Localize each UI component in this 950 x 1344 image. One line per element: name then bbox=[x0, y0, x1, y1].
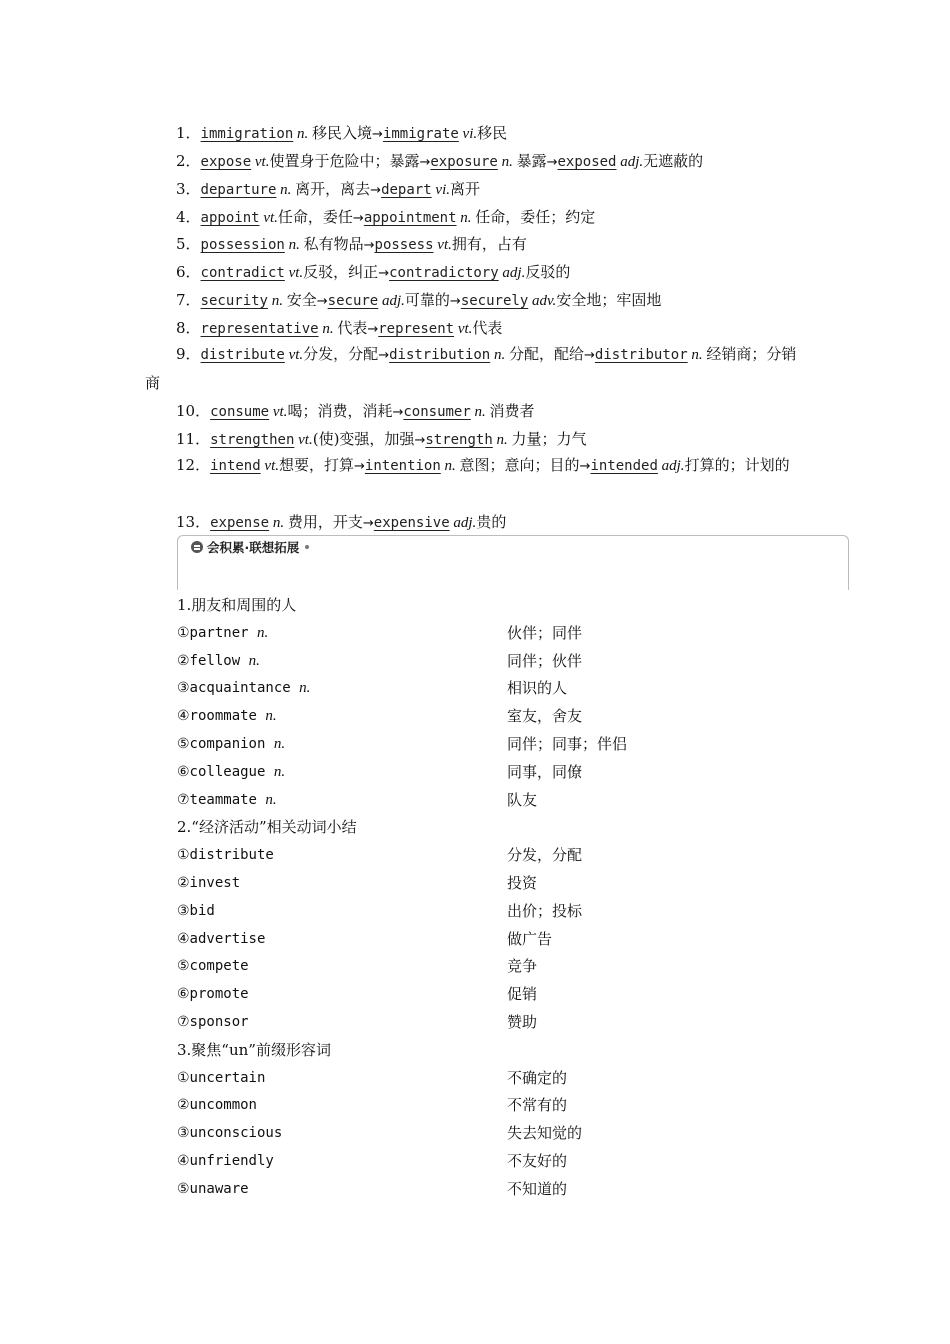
definition: 贵的 bbox=[476, 513, 507, 531]
part-of-speech: n. bbox=[456, 210, 476, 226]
section-heading: 1.朋友和周围的人 bbox=[177, 596, 297, 614]
vocab-entry bbox=[145, 429, 841, 451]
vocab-entry bbox=[145, 341, 810, 398]
definition: 分配，配给 bbox=[509, 345, 585, 363]
part-of-speech: vi. bbox=[458, 126, 478, 142]
arrow-icon: → bbox=[419, 155, 431, 170]
part-of-speech: vt. bbox=[454, 321, 473, 337]
entry-number: 5． bbox=[176, 235, 201, 253]
definition: 离开 bbox=[449, 180, 480, 198]
entry-number: 3． bbox=[176, 180, 201, 198]
vocab-word: consumer bbox=[403, 404, 471, 420]
definition: 喝；消费，消耗 bbox=[287, 402, 393, 420]
definition: 经销商；分销商 bbox=[145, 345, 797, 392]
word-term: ④advertise bbox=[177, 930, 266, 947]
arrow-icon: → bbox=[352, 211, 364, 226]
definition: 离开，离去 bbox=[295, 180, 371, 198]
vocab-word: exposure bbox=[430, 154, 498, 170]
arrow-icon: → bbox=[546, 155, 558, 170]
word-term: ⑤companion n. bbox=[177, 736, 286, 752]
part-of-speech: vt. bbox=[284, 265, 304, 281]
vocab-word: expensive bbox=[373, 515, 450, 531]
part-of-speech: vt. bbox=[269, 404, 288, 420]
definition: 安全 bbox=[286, 291, 317, 309]
definition: 意图；意向；目的 bbox=[459, 456, 580, 474]
definition: 消费者 bbox=[489, 402, 535, 420]
vocab-entry bbox=[145, 452, 810, 481]
arrow-icon: → bbox=[363, 238, 375, 253]
entry-number: 11． bbox=[176, 430, 211, 448]
word-term: ⑥colleague n. bbox=[177, 763, 286, 780]
definition: 反驳的 bbox=[525, 263, 571, 281]
word-meaning: 竞争 bbox=[507, 957, 538, 976]
part-of-speech: n. bbox=[267, 293, 287, 309]
part-of-speech: adj. bbox=[657, 458, 685, 474]
arrow-icon: → bbox=[372, 127, 383, 142]
definition: (使)变强，加强 bbox=[312, 430, 415, 448]
vocab-word: intended bbox=[590, 458, 658, 474]
word-term: ⑦teammate n. bbox=[177, 791, 277, 808]
part-of-speech: adv. bbox=[528, 293, 557, 309]
entry-number: 8． bbox=[176, 319, 201, 337]
definition: 想要，打算 bbox=[279, 456, 355, 474]
vocab-entry bbox=[145, 318, 841, 340]
arrow-icon: → bbox=[354, 459, 365, 474]
word-term: ⑦sponsor bbox=[177, 1014, 249, 1030]
definition: 移民入境 bbox=[312, 124, 373, 142]
word-meaning: 失去知觉的 bbox=[507, 1124, 583, 1143]
definition: 无遮蔽的 bbox=[643, 152, 704, 170]
entry-number: 10． bbox=[176, 402, 211, 420]
vocab-word: depart bbox=[381, 182, 432, 198]
vocab-word: departure bbox=[200, 182, 277, 198]
word-meaning: 分发，分配 bbox=[507, 846, 583, 865]
part-of-speech: adj. bbox=[449, 515, 477, 531]
vocab-word: possess bbox=[374, 237, 434, 253]
word-meaning: 做广告 bbox=[507, 929, 553, 948]
part-of-speech: n. bbox=[492, 432, 512, 448]
definition: 费用，开支 bbox=[287, 513, 363, 531]
dot-icon bbox=[305, 545, 309, 549]
word-meaning: 伙伴；同伴 bbox=[507, 623, 583, 642]
part-of-speech: n. bbox=[269, 515, 288, 531]
part-of-speech: vt. bbox=[251, 154, 270, 170]
vocab-word: appoint bbox=[200, 210, 260, 226]
vocab-entry bbox=[145, 151, 841, 173]
definition: 移民 bbox=[477, 124, 508, 142]
vocab-word: security bbox=[200, 293, 268, 309]
word-term: ⑤unaware bbox=[177, 1180, 249, 1197]
entry-number: 7． bbox=[176, 291, 201, 309]
vocab-word: strengthen bbox=[210, 432, 295, 448]
definition: 可靠的 bbox=[404, 291, 450, 309]
part-of-speech: vt. bbox=[259, 210, 278, 226]
word-meaning: 同事，同僚 bbox=[507, 762, 583, 781]
vocab-entry bbox=[145, 123, 841, 145]
definition: 私有物品 bbox=[303, 235, 364, 253]
entry-number: 4． bbox=[176, 208, 201, 226]
definition: 拥有，占有 bbox=[451, 235, 527, 253]
word-term: ④unfriendly bbox=[177, 1153, 274, 1169]
word-meaning: 促销 bbox=[507, 985, 538, 1004]
part-of-speech: n. bbox=[284, 237, 304, 253]
arrow-icon: → bbox=[449, 294, 461, 309]
part-of-speech: n. bbox=[687, 347, 707, 363]
definition: 任命，委任 bbox=[277, 208, 353, 226]
part-of-speech: n. bbox=[497, 154, 517, 170]
vocab-word: strength bbox=[425, 432, 493, 448]
word-term: ①distribute bbox=[177, 847, 274, 864]
word-term: ②uncommon bbox=[177, 1097, 257, 1114]
word-term: ②fellow n. bbox=[177, 652, 260, 669]
definition: 代表 bbox=[472, 319, 503, 337]
vocab-entry bbox=[145, 512, 841, 534]
word-meaning: 不友好的 bbox=[507, 1152, 568, 1170]
word-meaning: 室友，舍友 bbox=[507, 707, 583, 726]
entry-number: 12． bbox=[176, 456, 211, 474]
part-of-speech: vt. bbox=[260, 458, 279, 474]
word-term: ⑥promote bbox=[177, 986, 249, 1003]
vocab-word: securely bbox=[460, 293, 529, 309]
definition: 代表 bbox=[337, 319, 368, 337]
vocab-word: contradict bbox=[200, 265, 285, 281]
section-heading: 3.聚焦“un”前缀形容词 bbox=[177, 1040, 331, 1059]
word-term: ③acquaintance n. bbox=[177, 680, 311, 697]
vocab-entry bbox=[145, 290, 841, 312]
part-of-speech: n. bbox=[293, 126, 313, 142]
definition: 暴露 bbox=[516, 152, 547, 170]
definition: 安全地；牢固地 bbox=[556, 291, 662, 309]
word-meaning: 同伴；伙伴 bbox=[507, 651, 583, 670]
definition: 力量；力气 bbox=[511, 430, 587, 448]
arrow-icon: → bbox=[378, 266, 390, 281]
arrow-icon: → bbox=[414, 433, 426, 448]
vocab-word: secure bbox=[327, 293, 379, 309]
definition: 任命，委任；约定 bbox=[475, 208, 596, 226]
vocab-word: contradictory bbox=[389, 265, 499, 281]
vocab-word: intend bbox=[210, 458, 261, 474]
vocab-word: immigrate bbox=[382, 126, 459, 142]
vocab-entry bbox=[145, 234, 841, 256]
entry-number: 6． bbox=[176, 263, 201, 281]
word-meaning: 队友 bbox=[507, 790, 538, 809]
vocab-entry bbox=[145, 262, 841, 284]
part-of-speech: n. bbox=[276, 182, 296, 198]
entry-number: 9． bbox=[176, 345, 201, 363]
vocab-entry bbox=[145, 207, 841, 229]
entry-number: 13． bbox=[176, 513, 211, 531]
vocab-word: immigration bbox=[200, 126, 294, 142]
word-meaning: 相识的人 bbox=[507, 679, 568, 698]
word-term: ③unconscious bbox=[177, 1125, 283, 1142]
vocab-word: exposed bbox=[557, 154, 617, 170]
vocab-word: consume bbox=[210, 404, 270, 420]
word-meaning: 赞助 bbox=[507, 1013, 538, 1031]
arrow-icon: → bbox=[392, 405, 404, 420]
vocab-word: intention bbox=[364, 458, 441, 474]
vocab-word: expose bbox=[200, 154, 252, 170]
word-term: ①uncertain bbox=[177, 1069, 266, 1086]
definition: 分发，分配 bbox=[303, 345, 379, 363]
vocab-word: expense bbox=[210, 515, 270, 531]
arrow-icon: → bbox=[584, 348, 595, 363]
part-of-speech: n. bbox=[440, 458, 460, 474]
vocab-entry bbox=[145, 401, 841, 423]
word-meaning: 不常有的 bbox=[507, 1096, 568, 1115]
part-of-speech: n. bbox=[490, 347, 509, 363]
word-term: ③bid bbox=[177, 902, 215, 919]
word-meaning: 不知道的 bbox=[507, 1179, 568, 1198]
part-of-speech: vt. bbox=[294, 432, 313, 448]
section-banner-label bbox=[189, 538, 313, 556]
part-of-speech: vi. bbox=[431, 182, 450, 198]
word-meaning: 不确定的 bbox=[507, 1068, 568, 1087]
arrow-icon: → bbox=[367, 322, 379, 337]
part-of-speech: n. bbox=[318, 321, 338, 337]
word-meaning: 投资 bbox=[507, 874, 538, 892]
vocab-word: represent bbox=[378, 321, 455, 337]
vocab-word: representative bbox=[200, 321, 319, 337]
vocab-word: appointment bbox=[363, 210, 457, 226]
definition: 反驳，纠正 bbox=[303, 263, 379, 281]
vocab-entry bbox=[145, 179, 841, 201]
arrow-icon: → bbox=[316, 294, 328, 309]
part-of-speech: adj. bbox=[498, 265, 526, 281]
word-meaning: 出价；投标 bbox=[507, 901, 583, 920]
word-term: ①partner n. bbox=[177, 624, 269, 641]
list-icon bbox=[191, 541, 203, 553]
part-of-speech: vt. bbox=[284, 347, 304, 363]
arrow-icon: → bbox=[579, 459, 591, 474]
section-heading: 2.“经济活动”相关动词小结 bbox=[177, 818, 357, 837]
definition: 打算的；计划的 bbox=[684, 456, 790, 474]
arrow-icon: → bbox=[362, 516, 374, 531]
entry-number: 2． bbox=[176, 152, 201, 170]
word-term: ②invest bbox=[177, 875, 241, 891]
arrow-icon: → bbox=[370, 183, 382, 198]
definition: 使置身于危险中；暴露 bbox=[269, 152, 420, 170]
part-of-speech: n. bbox=[470, 404, 490, 420]
vocab-word: distribute bbox=[200, 347, 285, 363]
word-term: ④roommate n. bbox=[177, 708, 277, 725]
part-of-speech: adj. bbox=[616, 154, 644, 170]
banner-title: 会积累·联想拓展 bbox=[207, 540, 300, 555]
part-of-speech: vt. bbox=[433, 237, 452, 253]
word-term: ⑤compete bbox=[177, 958, 249, 975]
entry-number: 1． bbox=[176, 124, 201, 142]
word-meaning: 同伴；同事；伴侣 bbox=[507, 735, 628, 753]
vocab-word: possession bbox=[200, 237, 285, 253]
part-of-speech: adj. bbox=[378, 293, 405, 309]
vocab-word: distribution bbox=[389, 347, 491, 363]
vocab-word: distributor bbox=[594, 347, 688, 363]
arrow-icon: → bbox=[378, 348, 390, 363]
